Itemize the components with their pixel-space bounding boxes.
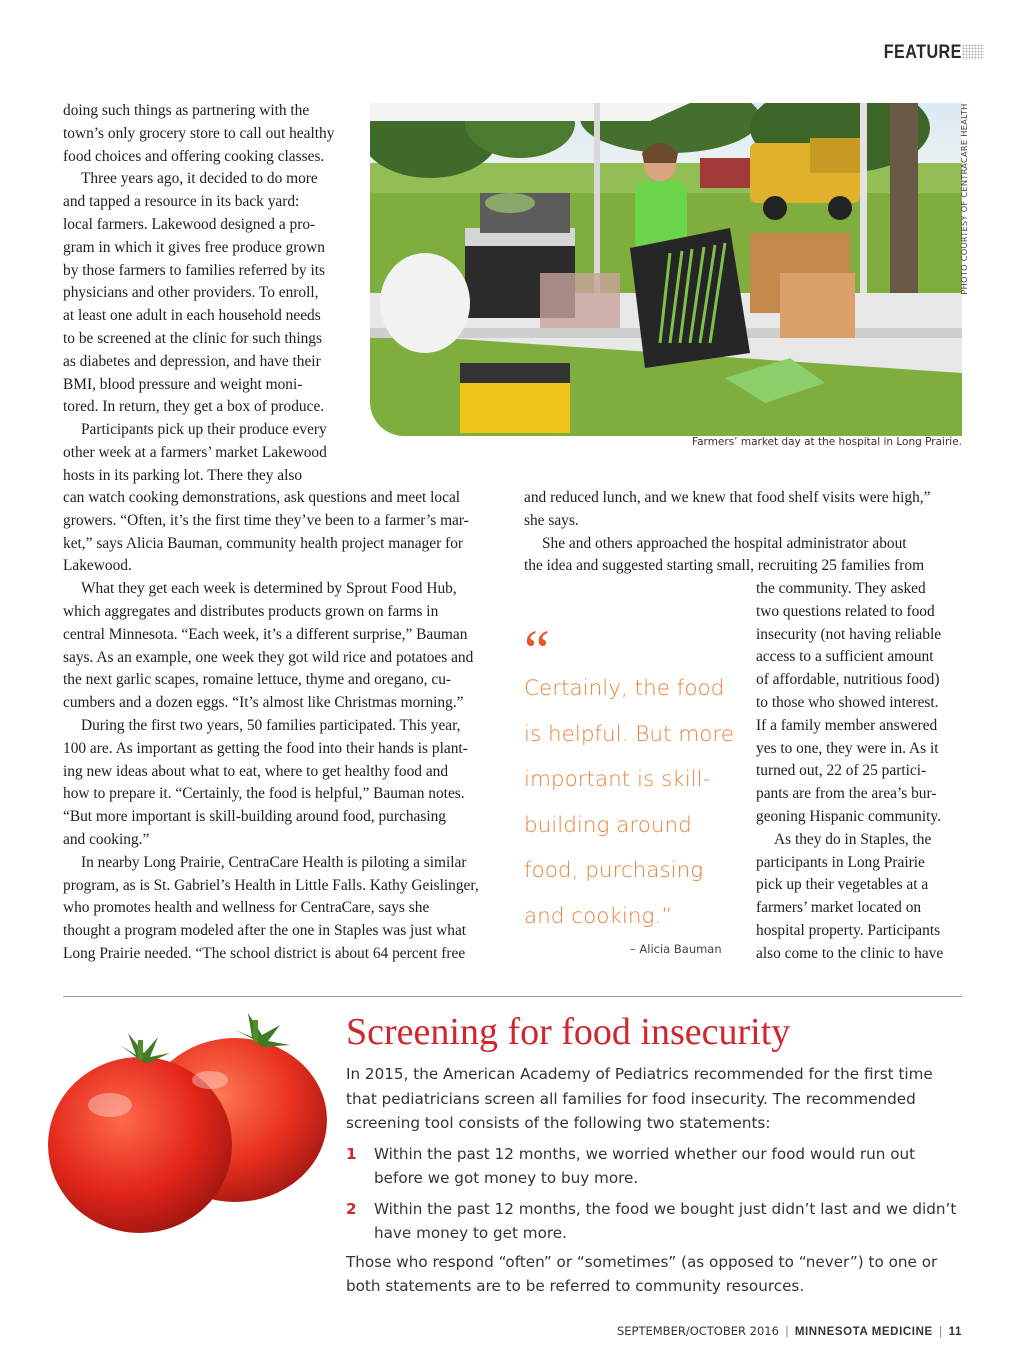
text-line: hosts in its parking lot. There they also	[63, 466, 303, 484]
list-text: Within the past 12 months, the food we bought just didn’t last and we didn’t have money to get more.	[374, 1199, 957, 1242]
photo-credit: PHOTO COURTESY OF CENTRACARE HEALTH	[959, 103, 969, 295]
sidebar-body	[346, 1062, 962, 1299]
list-item	[346, 1142, 962, 1191]
text-line: and cooking.”	[63, 830, 150, 848]
text-line: Three years ago, it decided to do more	[81, 170, 318, 188]
text-line: to be screened at the clinic for such things	[63, 329, 322, 347]
text-line: cumbers and a dozen eggs. “It’s almost like Christmas morning.”	[63, 694, 464, 712]
column-2-narrow	[756, 578, 966, 966]
text-line: and reduced lunch, and we knew that food shelf visits were high,”	[524, 489, 931, 506]
text-line: which aggregates and distributes products grown on farms in	[63, 602, 439, 620]
pull-quote-line: is helpful. But more	[524, 721, 734, 747]
text-line: “But more important is skill-building around food, purchasing	[63, 808, 446, 826]
sidebar-intro: In 2015, the American Academy of Pediatrics recommended for the first time that pediatricians screen all families for food insecurity. The recommended screening tool consists of the following two statements:	[346, 1065, 933, 1132]
text-line: She and others approached the hospital administrator about	[542, 534, 907, 552]
pull-quote-attribution: – Alicia Bauman	[630, 942, 722, 956]
section-dot-pattern	[962, 44, 984, 60]
text-line: the community. They asked	[756, 580, 926, 597]
text-line: geoning Hispanic community.	[756, 807, 941, 825]
pull-quote	[524, 666, 744, 939]
photo-illustration	[370, 103, 962, 436]
text-line: two questions related to food	[756, 602, 935, 620]
tomato-icon	[40, 1005, 340, 1245]
text-line: program, as is St. Gabriel’s Health in Little Falls. Kathy Geislinger,	[63, 876, 479, 894]
text-line: access to a sufficient amount	[756, 648, 934, 666]
section-divider	[63, 996, 962, 997]
list-number: 1	[346, 1144, 357, 1163]
text-line: hospital property. Participants	[756, 921, 941, 939]
sidebar-outro: Those who respond “often” or “sometimes” (as opposed to “never”) to one or both statements are to be referred to community resources.	[346, 1252, 938, 1295]
text-line: Participants pick up their produce every	[81, 421, 327, 439]
text-line: BMI, blood pressure and weight moni-	[63, 375, 303, 393]
text-line: can watch cooking demonstrations, ask questions and meet local	[63, 489, 461, 506]
text-line: pick up their vegetables at a	[756, 876, 929, 894]
text-line: doing such things as partnering with the	[63, 102, 310, 119]
text-line: physicians and other providers. To enroll,	[63, 284, 319, 302]
page-footer: SEPTEMBER/OCTOBER 2016 | MINNESOTA MEDICINE | 11	[616, 1324, 962, 1338]
quote-mark-icon: “	[524, 618, 550, 683]
list-item	[346, 1197, 962, 1246]
text-line: to those who showed interest.	[756, 693, 939, 711]
text-line: Long Prairie needed. “The school district is about 64 percent free	[63, 944, 466, 962]
text-line: farmers’ market located on	[756, 899, 922, 917]
text-line: ket,” says Alicia Bauman, community health project manager for	[63, 534, 464, 552]
text-line: at least one adult in each household needs	[63, 307, 321, 325]
text-line: gram in which it gives free produce grown	[63, 238, 325, 256]
text-line: ing new ideas about what to eat, where to get healthy food and	[63, 762, 449, 780]
text-line: During the first two years, 50 families participated. This year,	[81, 716, 461, 734]
text-line: also come to the clinic to have	[756, 944, 944, 962]
footer-magazine: MINNESOTA MEDICINE	[794, 1326, 933, 1338]
text-line: food choices and offering cooking classes.	[63, 147, 325, 165]
text-line: As they do in Staples, the	[774, 830, 932, 848]
text-line: participants in Long Prairie	[756, 853, 925, 871]
text-line: town’s only grocery store to call out healthy	[63, 124, 335, 142]
text-line: as diabetes and depression, and have their	[63, 352, 321, 370]
tomatoes-image	[40, 1005, 340, 1245]
text-line: local farmers. Lakewood designed a pro-	[63, 215, 316, 233]
text-line: growers. “Often, it’s the first time they’ve been to a farmer’s mar-	[63, 511, 469, 529]
text-line: by those farmers to families referred by its	[63, 261, 325, 279]
text-line: how to prepare it. “Certainly, the food is helpful,” Bauman notes.	[63, 785, 465, 803]
text-line: the idea and suggested starting small, recruiting 25 families from	[524, 557, 925, 575]
column-1-top	[63, 100, 363, 488]
text-line: the next garlic scapes, romaine lettuce, thyme and oregano, cu-	[63, 671, 452, 689]
text-line: thought a program modeled after the one in Staples was just what	[63, 922, 467, 940]
pull-quote-line: and cooking.”	[524, 903, 673, 929]
text-line: pants are from the area’s bur-	[756, 785, 937, 803]
sidebar-title: Screening for food insecurity	[346, 1011, 791, 1053]
text-line: If a family member answered	[756, 716, 938, 734]
text-line: central Minnesota. “Each week, it’s a different surprise,” Bauman	[63, 625, 468, 643]
text-line: other week at a farmers’ market Lakewood	[63, 443, 327, 461]
pull-quote-line: building around	[524, 812, 692, 838]
text-line: of affordable, nutritious food)	[756, 671, 940, 689]
list-text: Within the past 12 months, we worried whether our food would run out before we got money to buy more.	[374, 1144, 916, 1187]
farmers-market-photo	[370, 103, 962, 436]
pull-quote-line: important is skill-	[524, 767, 711, 792]
footer-issue: SEPTEMBER/OCTOBER 2016	[616, 1324, 779, 1338]
text-line: What they get each week is determined by Sprout Food Hub,	[81, 580, 457, 598]
text-line: tored. In return, they get a box of produce.	[63, 398, 325, 416]
page-number: 11	[948, 1326, 962, 1338]
text-line: yes to one, they were in. As it	[756, 739, 939, 757]
text-line: In nearby Long Prairie, CentraCare Health is piloting a similar	[81, 853, 467, 871]
text-line: and tapped a resource in its back yard:	[63, 193, 300, 211]
text-line: who promotes health and wellness for CentraCare, says she	[63, 899, 430, 917]
photo-caption: Farmers’ market day at the hospital in Long Prairie.	[692, 436, 962, 448]
column-1-bottom	[63, 487, 503, 966]
text-line: says. As an example, one week they got wild rice and potatoes and	[63, 648, 474, 666]
section-label: FEATURE	[883, 42, 962, 63]
pull-quote-line: food, purchasing	[524, 858, 704, 883]
text-line: turned out, 22 of 25 partici-	[756, 762, 927, 780]
text-line: Lakewood.	[63, 557, 132, 575]
list-number: 2	[346, 1199, 357, 1218]
column-2-top	[524, 487, 964, 578]
text-line: she says.	[524, 511, 579, 529]
text-line: insecurity (not having reliable	[756, 625, 942, 643]
text-line: 100 are. As important as getting the food into their hands is plant-	[63, 739, 468, 757]
pull-quote-line: Certainly, the food	[524, 676, 725, 701]
